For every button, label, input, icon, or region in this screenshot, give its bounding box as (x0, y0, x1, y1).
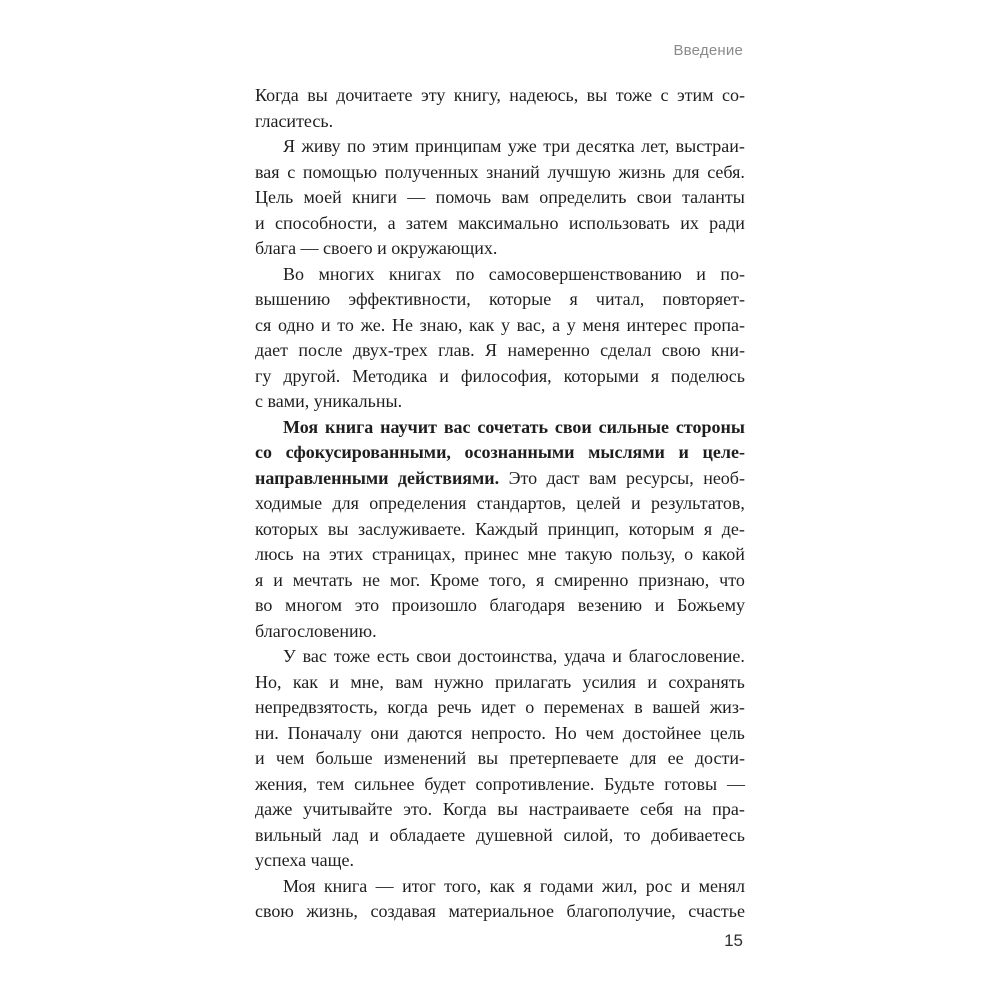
word: вы (477, 748, 499, 768)
word: это. (403, 799, 433, 819)
word: рос (645, 875, 673, 896)
text-line (255, 83, 745, 109)
word: результатов, (651, 493, 745, 513)
word: лад (332, 824, 359, 845)
word: и (647, 671, 658, 692)
word: о (525, 697, 535, 717)
word: двух-трех (352, 340, 428, 360)
text-line (255, 313, 745, 339)
word: и (273, 569, 283, 590)
text-line (255, 619, 745, 645)
word: интерес (626, 314, 687, 335)
word: а (552, 314, 561, 335)
word: я (255, 569, 264, 590)
word: вы (586, 85, 608, 105)
word: везению (577, 595, 643, 615)
text-segment: успеха чаще. (255, 850, 355, 870)
word: я (523, 875, 532, 896)
word: гу (255, 365, 272, 386)
word: даются (407, 722, 463, 743)
word: душевной (475, 824, 553, 845)
text-line (255, 185, 745, 211)
word: ходимые (255, 493, 323, 513)
word: вас (302, 646, 327, 666)
word: многом (285, 595, 343, 615)
text-line (255, 848, 745, 874)
word: у (500, 314, 510, 335)
word: чем (585, 722, 614, 743)
word: этих (328, 544, 364, 564)
word: которыми (563, 365, 639, 386)
word: люсь (255, 544, 294, 564)
word: затем (405, 212, 448, 233)
word: вам (588, 467, 617, 488)
word: свою (661, 340, 701, 360)
text-line (255, 415, 745, 441)
word: усилия (582, 671, 637, 692)
word: сильнее (354, 773, 415, 794)
word: стандартов, (476, 493, 566, 513)
word: Я (283, 136, 296, 156)
word: того, (488, 569, 527, 590)
word: и (329, 671, 340, 692)
word: эту (420, 85, 446, 105)
word: книга (323, 875, 368, 896)
word: сфокусированными, (285, 442, 451, 462)
word: эффективности, (348, 289, 471, 309)
text-line (255, 874, 745, 900)
word: принципам (415, 136, 502, 156)
text-line (255, 568, 745, 594)
word: со- (722, 85, 745, 105)
word: Я (485, 340, 498, 360)
word: изменений (383, 748, 467, 768)
word: настраиваете (528, 799, 630, 819)
word: тем (317, 773, 345, 794)
word: мыслями (588, 442, 665, 462)
word: ресурсы, (626, 467, 694, 488)
word: кни- (710, 340, 745, 360)
word: жизнь (618, 161, 666, 182)
text-line (255, 670, 745, 696)
word: — (726, 773, 745, 794)
text-line (255, 236, 745, 262)
word: сочетать (477, 416, 548, 437)
word: переменах (543, 697, 625, 717)
word: добиваетесь (651, 824, 745, 845)
word: целей (576, 493, 621, 513)
word: лучшую (547, 161, 611, 182)
word: достойнее (622, 722, 702, 743)
word: и (654, 595, 665, 615)
word: этим (372, 136, 409, 156)
word: Моя (283, 416, 319, 437)
word: Божьему (677, 595, 745, 615)
word: де- (721, 518, 745, 539)
word: живу (301, 136, 341, 156)
word: для (332, 493, 359, 513)
text-segment: с вами, уникальны. (255, 391, 403, 411)
word: глав. (438, 340, 475, 360)
word: нужно (434, 671, 484, 692)
word: Каждый (475, 518, 539, 539)
word: материальное (448, 901, 554, 921)
word: менял (698, 875, 745, 896)
word: как (292, 671, 319, 692)
word: силой, (563, 824, 614, 845)
text-line (255, 160, 745, 186)
word: Методика (352, 365, 428, 386)
word: с (660, 85, 669, 105)
word: помочь (435, 187, 492, 207)
word: — (407, 187, 426, 207)
word: одно (277, 314, 315, 335)
word: вильный (255, 824, 322, 845)
word: целе- (702, 442, 745, 462)
word: речь (437, 697, 472, 717)
word: жиз- (709, 697, 745, 717)
word: книги (351, 187, 398, 207)
word: я (569, 289, 578, 309)
word: повторяет- (662, 289, 745, 309)
word: и (255, 212, 265, 233)
word: Будьте (604, 773, 655, 794)
word: пользу, (621, 544, 676, 564)
word: Но, (255, 671, 282, 692)
word: самосовершенствованию (488, 263, 682, 284)
word: какой (701, 544, 745, 564)
text-line (255, 134, 745, 160)
word: Не (391, 314, 413, 335)
word: вы (327, 518, 349, 539)
text-line (255, 364, 745, 390)
word: читал, (595, 289, 645, 309)
word: книгах (388, 263, 442, 284)
word: вас, (516, 314, 546, 335)
text-line (255, 746, 745, 772)
word: я (703, 518, 713, 539)
word: то (337, 314, 354, 335)
word: и (320, 314, 331, 335)
word: Это (508, 467, 538, 488)
word: вая (255, 161, 280, 182)
word: жил, (601, 875, 638, 896)
text-line (255, 109, 745, 135)
word: необ- (703, 467, 745, 488)
word: сильные (598, 416, 670, 437)
word: действиями. (397, 467, 500, 488)
word: же. (360, 314, 386, 335)
word: благополучие, (566, 901, 676, 921)
word: уже (507, 136, 537, 156)
word: знаю, (419, 314, 463, 335)
word: будет (424, 773, 466, 794)
word: Кроме (430, 569, 480, 590)
word: вас (443, 416, 471, 437)
word: определения (369, 493, 467, 513)
text-line (255, 491, 745, 517)
word: претерпеваете (509, 748, 619, 768)
word: помощью (302, 161, 378, 182)
word: я (650, 365, 660, 386)
word: для (673, 161, 700, 182)
text-line (255, 440, 745, 466)
word: жения, (255, 773, 308, 794)
word: пропа- (693, 314, 745, 335)
word: идет (480, 697, 516, 717)
word: на (302, 544, 321, 564)
word: пра- (712, 799, 745, 819)
word: как (489, 875, 515, 896)
word: мечтать (292, 569, 353, 590)
word: Но (554, 722, 577, 743)
word: прилагать (494, 671, 572, 692)
text-line (255, 593, 745, 619)
word: мне (527, 544, 557, 564)
word: счастье (688, 901, 745, 921)
word: стороны (675, 416, 745, 437)
word: определить (539, 187, 627, 207)
word: сопротивление. (475, 773, 595, 794)
word: непредвзятость, (255, 697, 378, 717)
word: больше (315, 748, 373, 768)
word: свои (416, 646, 452, 666)
word: — (375, 875, 394, 896)
word: создавая (370, 901, 436, 921)
word: тоже (333, 646, 371, 666)
text-line (255, 695, 745, 721)
word: и (369, 824, 379, 845)
word: намеренно (507, 340, 590, 360)
word: жизнь, (306, 901, 358, 921)
text-line (255, 644, 745, 670)
word: максимально (458, 212, 559, 233)
text-segment: благословению. (255, 620, 377, 641)
text-column (255, 83, 745, 925)
text-line (255, 466, 745, 492)
word: ради (709, 212, 745, 233)
word: у (566, 314, 576, 335)
word: и (255, 748, 265, 768)
word: после (298, 340, 343, 360)
word: полученных (384, 161, 479, 182)
word: выстраи- (675, 136, 745, 156)
word: их (680, 212, 699, 233)
word: другой. (283, 365, 341, 386)
word: себя. (707, 161, 745, 182)
word: ни. (255, 722, 279, 743)
word: свои (636, 187, 672, 207)
text-line (255, 797, 745, 823)
word: дости- (694, 748, 745, 768)
word: надеюсь, (509, 85, 579, 105)
word: направленными (255, 467, 389, 488)
word: для (629, 748, 657, 768)
word: итог (402, 875, 436, 896)
word: поделюсь (671, 365, 745, 386)
word: принцип, (547, 518, 620, 539)
text-line (255, 338, 745, 364)
word: вы (497, 799, 518, 819)
word: того, (444, 875, 482, 896)
word: благодаря (489, 595, 566, 615)
word: с (287, 161, 296, 182)
word: осознанными (464, 442, 575, 462)
word: десятка (576, 136, 635, 156)
word: свою (255, 901, 294, 921)
word: философия, (460, 365, 552, 386)
running-header: Введение (673, 42, 743, 59)
word: использовать (568, 212, 670, 233)
word: три (543, 136, 570, 156)
word: как (469, 314, 495, 335)
word: произошло (391, 595, 477, 615)
word: многих (318, 263, 375, 284)
word: дает (255, 340, 289, 360)
word: вы (307, 85, 328, 105)
word: и (680, 875, 691, 896)
word: о (684, 544, 694, 564)
word: и (439, 365, 449, 386)
word: не (362, 569, 380, 590)
word: по (455, 263, 475, 284)
text-line (255, 772, 745, 798)
word: сделал (600, 340, 652, 360)
word: это (354, 595, 380, 615)
text-line (255, 823, 745, 849)
word: научит (380, 416, 437, 437)
word: тоже (615, 85, 653, 105)
word: и (630, 493, 641, 513)
word: ся (255, 314, 272, 335)
word: я (535, 569, 545, 590)
word: которым (628, 518, 695, 539)
text-line (255, 389, 745, 415)
word: Во (283, 263, 305, 284)
word: даст (546, 467, 580, 488)
word: вам (501, 187, 529, 207)
word: мог. (389, 569, 421, 590)
word: смиренно (554, 569, 629, 590)
word: что (719, 569, 745, 590)
word: непросто. (471, 722, 546, 743)
word: страницах, (372, 544, 456, 564)
word: которых (255, 518, 319, 539)
word: заслуживаете. (358, 518, 466, 539)
word: Цель (255, 187, 294, 207)
word: У (283, 646, 296, 666)
word: по- (720, 263, 745, 284)
word: по (346, 136, 366, 156)
text-line (255, 287, 745, 313)
text-line (255, 211, 745, 237)
word: чем (275, 748, 305, 768)
word: цель (710, 722, 745, 743)
word: то (623, 824, 641, 845)
word: со (255, 442, 272, 462)
text-segment: гласитесь. (255, 110, 334, 131)
word: книга (325, 416, 374, 437)
word: Моя (283, 875, 316, 896)
word: а (387, 212, 396, 233)
word: Когда (442, 799, 487, 819)
word: достоинства, (458, 646, 558, 666)
word: которые (488, 289, 552, 309)
word: вашей (652, 697, 701, 717)
word: в (634, 697, 643, 717)
text-line (255, 721, 745, 747)
word: книгу, (453, 85, 501, 105)
word: на (683, 799, 702, 819)
word: когда (387, 697, 428, 717)
text-segment: блага — своего и окружающих. (255, 238, 498, 258)
text-line (255, 517, 745, 543)
word: и (612, 646, 622, 666)
word: свои (554, 416, 592, 437)
word: такую (565, 544, 613, 564)
word: таланты (682, 187, 745, 207)
word: признаю, (638, 569, 710, 590)
word: сохранять (668, 671, 745, 692)
word: мне, (350, 671, 384, 692)
word: дочитаете (336, 85, 413, 105)
word: себя (639, 799, 674, 819)
word: есть (376, 646, 410, 666)
word: лет, (641, 136, 670, 156)
word: моей (303, 187, 342, 207)
word: годами (539, 875, 594, 896)
word: принес (464, 544, 519, 564)
word: вышению (255, 289, 331, 309)
word: Поначалу (287, 722, 362, 743)
word: готовы (664, 773, 718, 794)
word: даже (255, 799, 293, 819)
word: меня (582, 314, 620, 335)
text-line (255, 262, 745, 288)
word: и (696, 263, 706, 284)
word: благословение. (628, 646, 745, 666)
text-line (255, 542, 745, 568)
word: они (370, 722, 399, 743)
word: и (678, 442, 689, 462)
word: способности, (274, 212, 378, 233)
text-line (255, 899, 745, 925)
word: учитывайте (303, 799, 393, 819)
word: вам (395, 671, 423, 692)
word: ее (667, 748, 684, 768)
word: этим (676, 85, 714, 105)
word: во (255, 595, 273, 615)
page-number: 15 (724, 931, 743, 950)
word: удача (564, 646, 606, 666)
word: знаний (486, 161, 540, 182)
word: Когда (255, 85, 299, 105)
word: обладаете (389, 824, 466, 845)
